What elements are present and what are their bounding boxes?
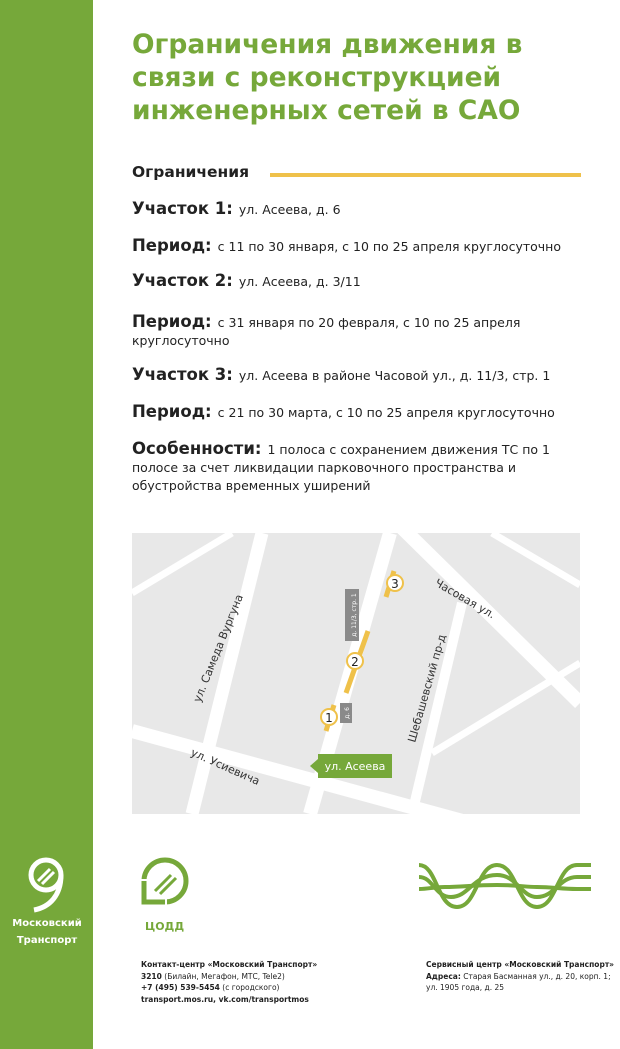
service-address-2: ул. 1905 года, д. 25 [426, 983, 505, 992]
aseeva-callout-text: ул. Асеева [324, 760, 386, 773]
marker-2-text: 2 [351, 655, 359, 669]
street-name-shebash: Шебашевский пр-д [405, 632, 449, 744]
period-1-text: с 11 по 30 января, с 10 по 25 апреля круглосуточно [217, 239, 561, 254]
segment-1-label: Участок 1: [132, 199, 233, 218]
segment-3-label: Участок 3: [132, 365, 233, 384]
marker-1-text: 1 [325, 711, 333, 725]
features-label: Особенности: [132, 439, 262, 458]
segment-1-text: ул. Асеева, д. 6 [238, 202, 341, 217]
service-address-label: Адреса: [426, 971, 461, 981]
period-1-label: Период: [132, 236, 212, 255]
contact-phone-city: +7 (495) 539-5454 [141, 983, 220, 992]
page-title: Ограничения движения в связи с реконструкцией инженерных сетей в САО [132, 29, 523, 126]
marker-3 [387, 575, 403, 591]
marker-1 [321, 709, 337, 725]
segment-2-text: ул. Асеева, д. 3/11 [238, 274, 361, 289]
period-2-label: Период: [132, 312, 212, 331]
building-label-11-3-text: д. 11/3, стр. 1 [351, 593, 358, 637]
segment-3-text: ул. Асеева в районе Часовой ул., д. 11/3, стр. 1 [238, 368, 551, 383]
street-name-samed: ул. Самеда Вургуна [190, 592, 246, 705]
period-2 [132, 313, 582, 350]
contact-phone-short-note: (Билайн, Мегафон, МТС, Tele2) [164, 971, 285, 981]
segment-2-label: Участок 2: [132, 271, 233, 290]
aseeva-callout [310, 754, 392, 778]
moscow-transport-line1: Московский [12, 918, 82, 929]
section-divider [270, 173, 581, 177]
contact-center [141, 959, 317, 1005]
section-heading: Ограничения [132, 163, 250, 181]
building-label-11-3 [345, 589, 359, 641]
features [132, 440, 582, 495]
street-map [132, 533, 580, 814]
street-map-svg [132, 533, 580, 814]
service-title: Сервисный центр «Московский Транспорт» [426, 960, 615, 969]
contact-title: Контакт-центр «Московский Транспорт» [141, 960, 318, 969]
service-center [426, 959, 616, 994]
moscow-transport-logo [6, 855, 88, 947]
segment-3 [132, 366, 582, 385]
building-label-6-text: д. 6 [344, 707, 351, 719]
codd-logo-icon [135, 855, 195, 917]
marker-2 [347, 653, 363, 669]
contact-sites: transport.mos.ru, vk.com/transportmos [141, 994, 309, 1004]
period-2-text: с 31 января по 20 февраля, с 10 по 25 апреля круглосуточно [132, 315, 521, 348]
street-name-chasovaya: Часовая ул. [432, 576, 498, 622]
segment-1 [132, 200, 582, 219]
moscow-transport-line2: Транспорт [16, 935, 78, 946]
period-3 [132, 403, 582, 422]
marker-3-text: 3 [391, 577, 399, 591]
moscow-transport-nine-icon [22, 855, 72, 913]
wave-ornament-icon [417, 857, 593, 915]
period-1 [132, 237, 582, 256]
period-3-label: Период: [132, 402, 212, 421]
service-address-1: Старая Басманная ул., д. 20, корп. 1; [463, 971, 611, 981]
contact-phone-short: 3210 [141, 971, 162, 981]
segment-2 [132, 272, 582, 291]
contact-phone-city-note: (с городского) [222, 983, 280, 992]
street-name-usievicha: ул. Усиевича [188, 745, 262, 788]
features-text: 1 полоса с сохранением движения ТС по 1 полосе за счет ликвидации парковочного пространства и обустройства временных уширений [132, 442, 550, 493]
building-label-6 [340, 703, 352, 723]
codd-logo-text: ЦОДД [145, 920, 185, 933]
period-3-text: с 21 по 30 марта, с 10 по 25 апреля круглосуточно [217, 405, 555, 420]
